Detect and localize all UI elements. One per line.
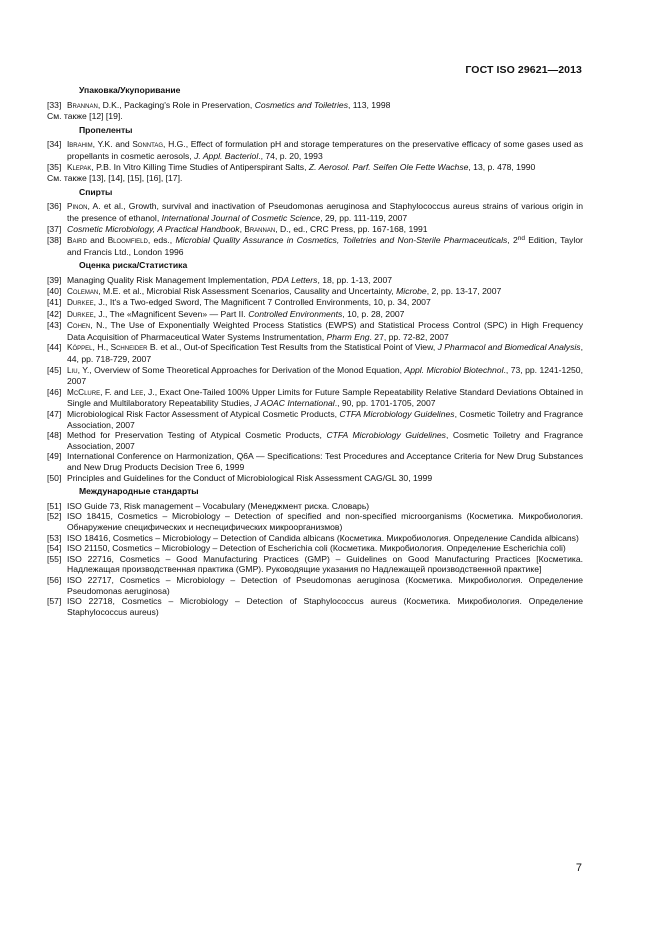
reference-text: McClure, F. and Lee, J., Exact One-Tailed 100% Upper Limits for Future Sample Repeatability Relative Standard Deviations Obtained in Single and Multilaboratory Repeatability Studies, J AOAC International., 90, pp. 1701-1705, 2007 [67,386,583,409]
page-number: 7 [575,862,582,874]
reference-number: [45] [47,364,62,375]
reference-text: Klepak, P.B. In Vitro Killing Time Studies of Antiperspirant Salts, Z. Aerosol. Parf. Seifen Ole Fette Wachse, 13, p. 478, 1990 [67,161,536,172]
reference-text: ISO 18415, Cosmetics – Microbiology – Detection of specified and non-specified microorganisms (Косметика. Микробиология. Обнаружение специфических и неспецифических микроорганизмов) [67,511,583,532]
reference-number: [48] [47,430,62,441]
reference-text: Method for Preservation Testing of Atypical Cosmetic Products, CTFA Microbiology Guidelines, Cosmetic Toiletry and Fragrance Association, 2007 [67,430,583,451]
reference-entry [47,473,583,484]
reference-entry [47,554,583,575]
reference-number: [34] [47,139,62,150]
section-heading: Спирты [79,186,113,197]
reference-number: [40] [47,285,62,296]
section-heading: Оценка риска/Статистика [79,260,188,271]
reference-text: ISO 22716, Cosmetics – Good Manufacturing Practices (GMP) – Guidelines on Good Manufacturing Practices [Косметика. Надлежащая производственная практика (GMP). Руководящие указания по Надлежащей производственной практике] [67,553,583,575]
reference-number: [47] [47,409,62,420]
reference-text: Köppel, H., Schneider B. et al., Out-of Specification Test Results from the Statistical Point of View, J Pharmacol and Biomedical Analysis, 44, pp. 718-729, 2007 [67,342,583,365]
reference-text: Cohen, N., The Use of Exponentially Weighted Process Statistics (EWPS) and Statistical Process Control (SPC) in High Frequency Data Acquisition of Pharmaceutical Water Systems Instrumentation, Pharm Eng. 27, pp. 72-82, 2007 [67,320,583,342]
reference-entry [47,201,583,223]
bibliography-section [47,85,583,122]
reference-entry [47,275,583,286]
reference-text: Ibrahim, Y.K. and Sonntag, H.G., Effect of formulation pH and storage temperatures on the preservative efficacy of some gases used as propellants in cosmetic aerosols, J. Appl. Bacteriol., 74, p. 20, 1993 [67,139,583,161]
reference-number: [54] [47,543,62,554]
reference-number: [42] [47,308,62,319]
reference-entry [47,511,583,532]
reference-text: Principles and Guidelines for the Conduct of Microbiological Risk Assessment CAG/GL 30, 1999 [67,472,433,483]
standard-id: ГОСТ ISO 29621—2013 [465,64,582,76]
reference-entry [47,286,583,298]
reference-number: [36] [47,201,62,212]
reference-number: [35] [47,161,62,172]
reference-entry [47,342,583,364]
reference-entry [47,309,583,321]
reference-number: [49] [47,451,62,462]
reference-entry [47,409,583,430]
reference-text: Microbiological Risk Factor Assessment of Atypical Cosmetic Products, CTFA Microbiology Guidelines, Cosmetic Toiletry and Fragrance Association, 2007 [67,409,583,430]
reference-text: Liu, Y., Overview of Some Theoretical Approaches for Derivation of the Monod Equation, Appl. Microbiol Biotechnol., 73, pp. 1241-1250, 2007 [67,364,583,387]
reference-text: Durkee, J., It's a Two-edged Sword, The Magnificent 7 Controlled Environments, 10, p. 34, 2007 [67,297,431,308]
reference-text: Managing Quality Risk Management Implementation, PDA Letters, 18, pp. 1-13, 2007 [67,274,393,285]
reference-entry [47,575,583,596]
reference-number: [39] [47,274,62,285]
reference-entry [47,596,583,617]
reference-entry [47,139,583,161]
reference-entry [47,224,583,236]
reference-entry [47,365,583,387]
reference-number: [38] [47,235,62,246]
reference-number: [53] [47,532,62,543]
reference-entry [47,320,583,342]
see-also-note: См. также [13], [14], [15], [16], [17]. [47,173,183,184]
bibliography-section [47,125,583,184]
reference-number: [41] [47,297,62,308]
reference-entry [47,297,583,309]
reference-number: [52] [47,511,62,522]
reference-number: [33] [47,99,62,110]
reference-entry [47,543,583,554]
reference-entry [47,100,583,112]
reference-entry [47,451,583,472]
reference-entry [47,430,583,451]
reference-text: Pinon, A. et al., Growth, survival and inactivation of Pseudomonas aeruginosa and Staphylococcus aureus strains of various origin in the presence of ethanol, International Journal of Cosmetic Science, 29, pp. 111-119, 2007 [67,201,583,223]
reference-number: [43] [47,320,62,331]
bibliography [47,85,583,617]
reference-entry [47,235,583,257]
section-heading: Пропеленты [79,124,133,135]
reference-number: [55] [47,553,62,564]
reference-text: Baird and Bloomfield, eds., Microbial Quality Assurance in Cosmetics, Toiletries and Non-Sterile Pharmaceuticals, 2nd Edition, Taylor and Francis Ltd., London 1996 [67,235,584,257]
section-heading: Упаковка/Укупоривание [79,85,181,95]
bibliography-section [47,187,583,258]
reference-text: ISO Guide 73, Risk management – Vocabulary (Менеджмент риска. Словарь) [67,500,370,511]
reference-entry [47,162,583,174]
reference-number: [37] [47,223,62,234]
reference-text: Cosmetic Microbiology, A Practical Handbook, Brannan, D., ed., CRC Press, pp. 167-168, 1991 [67,223,428,234]
section-heading: Международные стандарты [79,486,199,497]
reference-text: ISO 18416, Cosmetics – Microbiology – Detection of Candida albicans (Косметика. Микробиология. Определение Candida albicans) [67,532,579,543]
reference-number: [44] [47,342,62,353]
reference-text: Coleman, M.E. et al., Microbial Risk Assessment Scenarios, Causality and Uncertainty, Microbe, 2, pp. 13-17, 2007 [67,285,502,296]
reference-text: ISO 21150, Cosmetics – Microbiology – Detection of Escherichia coli (Косметика. Микробиология. Определение Escherichia coli) [67,543,566,554]
reference-entry [47,533,583,544]
reference-number: [57] [47,596,62,607]
reference-number: [51] [47,500,62,511]
see-also-note: См. также [12] [19]. [47,111,123,122]
reference-entry [47,387,583,409]
reference-text: ISO 22717, Cosmetics – Microbiology – Detection of Pseudomonas aeruginosa (Косметика. Микробиология. Определение Pseudomonas aeruginosa) [67,574,583,596]
reference-entry [47,501,583,512]
reference-text: Brannan, D.K., Packaging's Role in Preservation, Cosmetics and Toiletries, 113, 1998 [67,99,391,110]
bibliography-section [47,260,583,483]
reference-text: ISO 22718, Cosmetics – Microbiology – Detection of Staphylococcus aureus (Косметика. Микробиология. Определение Staphylococcus aureus) [67,596,583,617]
bibliography-section [47,486,583,617]
reference-number: [56] [47,574,62,585]
reference-number: [46] [47,386,62,397]
reference-text: International Conference on Harmonization, Q6A — Specifications: Test Procedures and Acceptance Criteria for New Drug Substances and New Drug Products Decision Tree 6, 1999 [67,451,583,472]
reference-text: Durkee, J., The «Magnificent Seven» — Part II. Controlled Environments, 10, p. 28, 2007 [67,308,405,319]
reference-number: [50] [47,472,62,483]
